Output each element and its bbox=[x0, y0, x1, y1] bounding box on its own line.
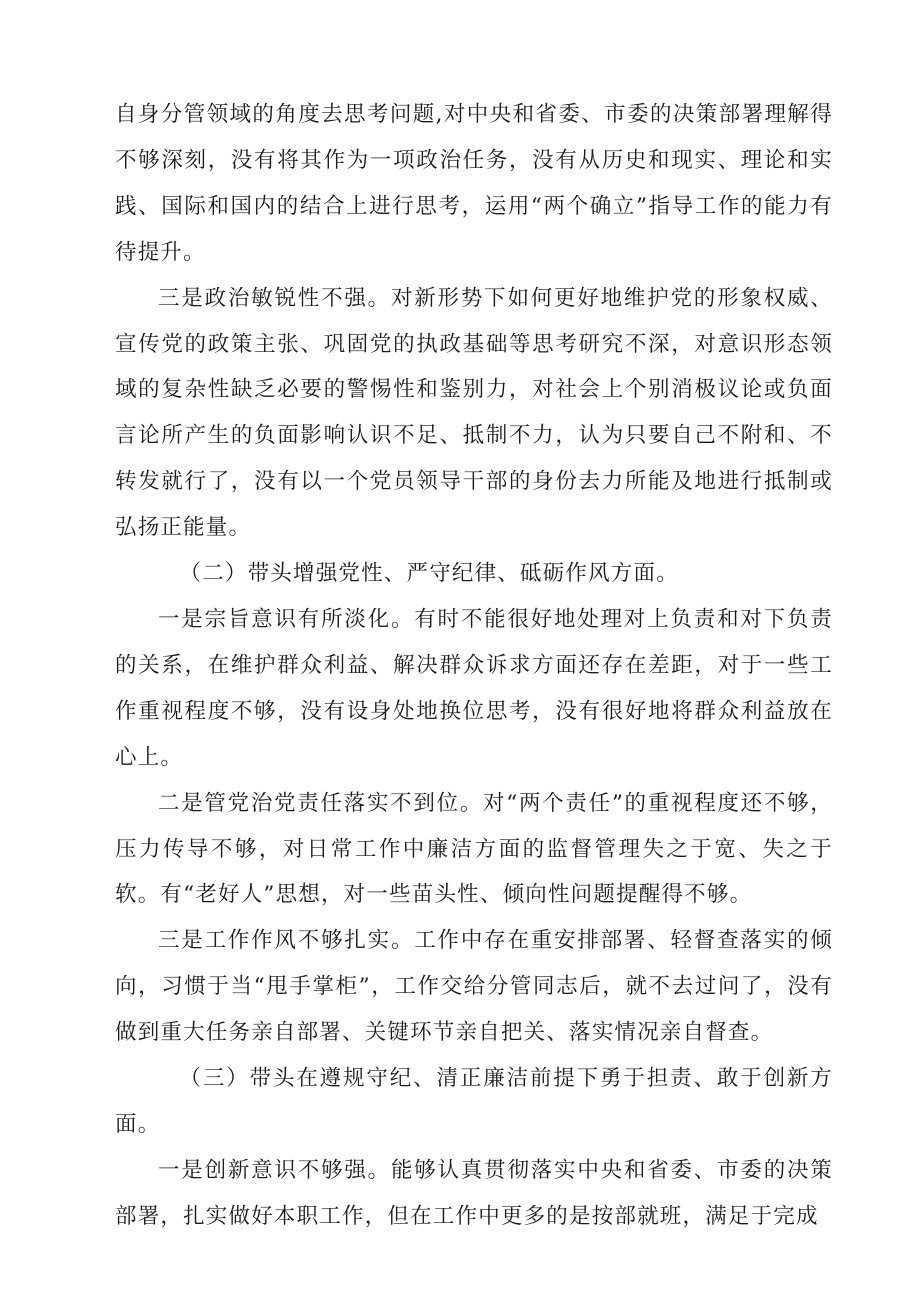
paragraph-party-responsibility: 二是管党治党责任落实不到位。对“两个责任”的重视程度还不够，压力传导不够，对日常工作中廉洁方面的监督管理失之于宽、失之于软。有“老好人”思想，对一些苗头性、倾向性问题提醒得不够。 bbox=[115, 790, 833, 908]
paragraph-innovation: 一是创新意识不够强。能够认真贯彻落实中央和省委、市委的决策部署，扎实做好本职工作，但在工作中更多的是按部就班，满足于完成 bbox=[115, 1157, 833, 1229]
paragraph-purpose-awareness: 一是宗旨意识有所淡化。有时不能很好地处理对上负责和对下负责的关系，在维护群众利益、解决群众诉求方面还存在差距，对于一些工作重视程度不够，没有设身处地换位思考，没有很好地将群众利益放在心上。 bbox=[115, 606, 833, 770]
paragraph-work-style: 三是工作作风不够扎实。工作中存在重安排部署、轻督查落实的倾向，习惯于当“甩手掌柜”，工作交给分管同志后，就不去过问了，没有做到重大任务亲自部署、关键环节亲自把关、落实情况亲自督查。 bbox=[115, 928, 833, 1046]
section-heading-3: （三）带头在遵规守纪、清正廉洁前提下勇于担责、敢于创新方面。 bbox=[115, 1066, 833, 1137]
paragraph-political-sensitivity: 三是政治敏锐性不强。对新形势下如何更好地维护党的形象权威、宣传党的政策主张、巩固党的执政基础等思考研究不深，对意识形态领域的复杂性缺乏必要的警惕性和鉴别力，对社会上个别消极议论或负面言论所产生的负面影响认识不足、抵制不力，认为只要自己不附和、不转发就行了，没有以一个党员领导干部的身份去力所能及地进行抵制或弘扬正能量。 bbox=[115, 285, 833, 541]
paragraph-continued: 自身分管领域的角度去思考问题,对中央和省委、市委的决策部署理解得不够深刻，没有将其作为一项政治任务，没有从历史和现实、理论和实践、国际和国内的结合上进行思考，运用“两个确立”指导工作的能力有待提升。 bbox=[115, 102, 833, 265]
section-heading-2: （二）带头增强党性、严守纪律、砥砺作风方面。 bbox=[179, 561, 679, 587]
document-body bbox=[115, 92, 833, 1240]
